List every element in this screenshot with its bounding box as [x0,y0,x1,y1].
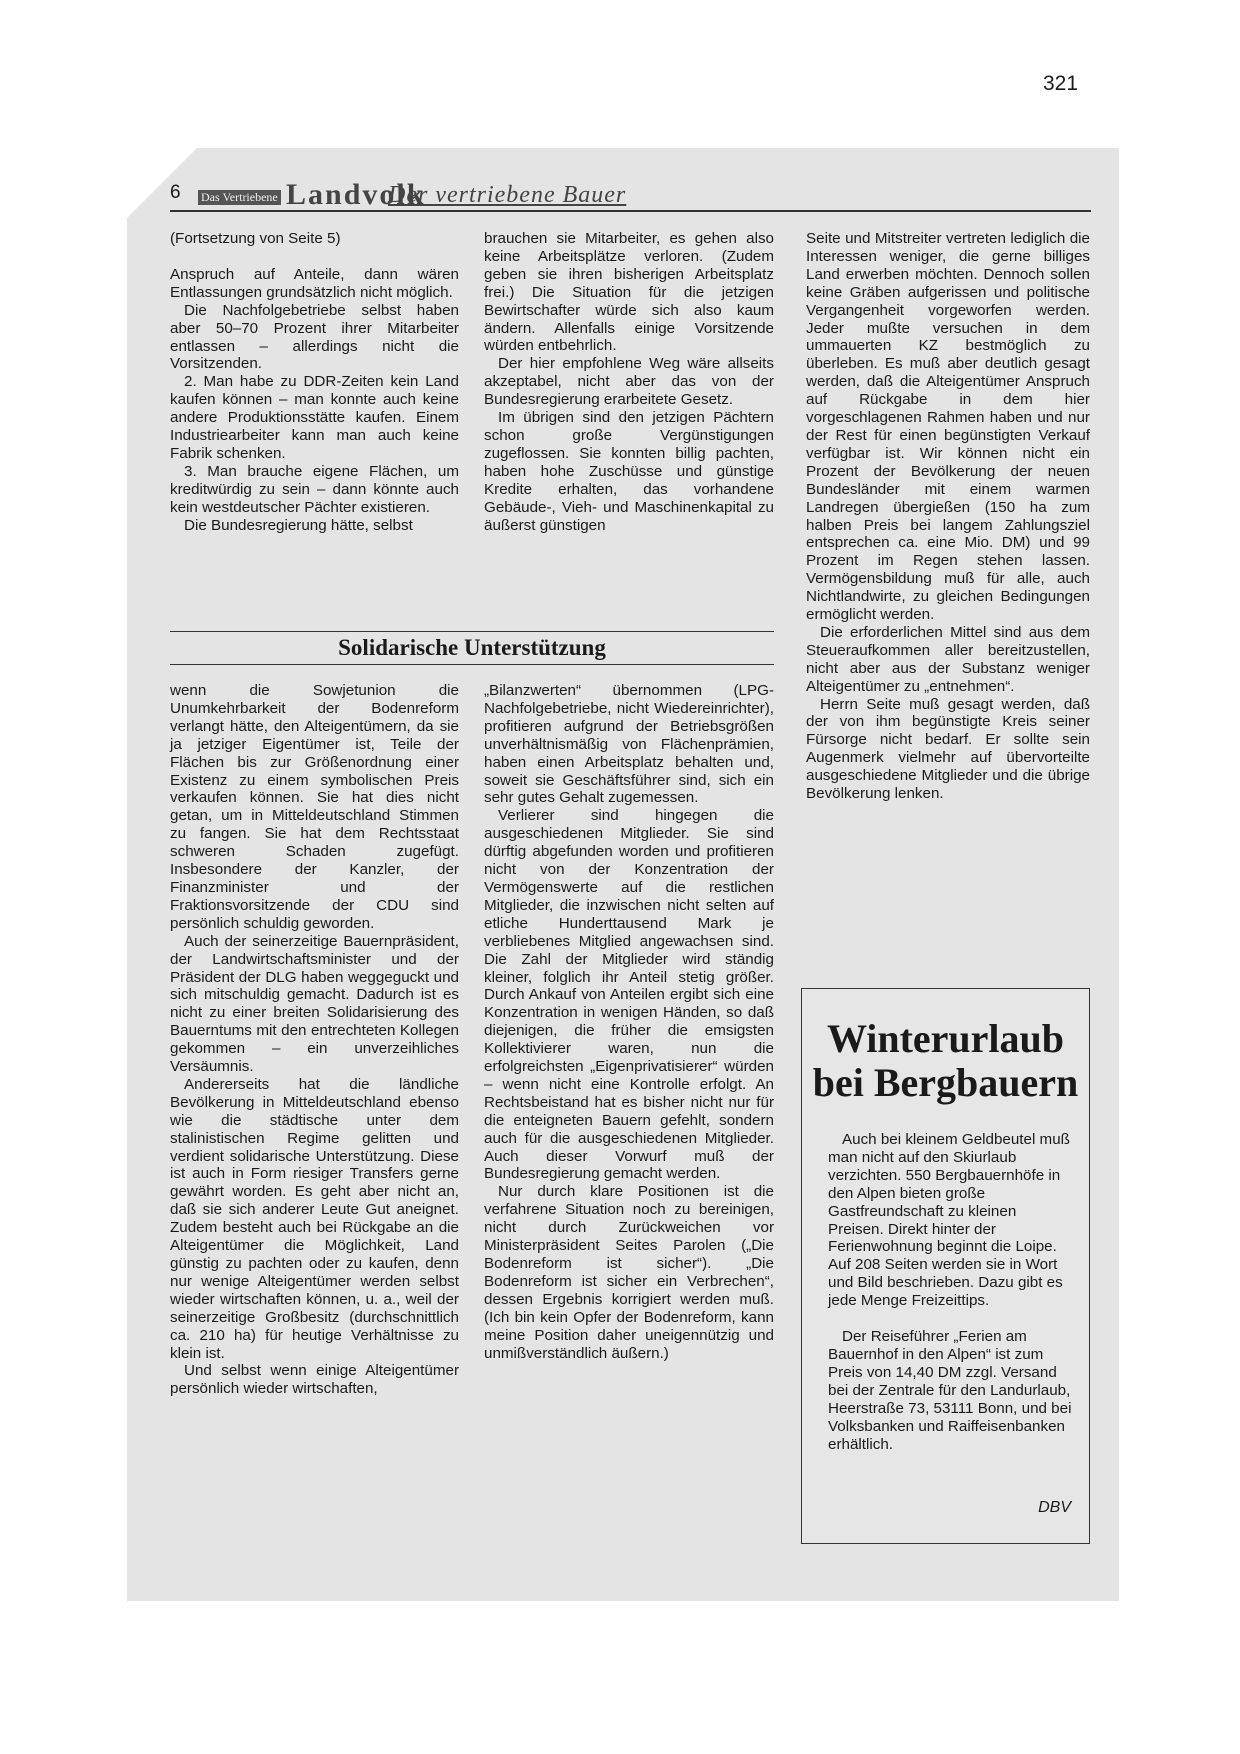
masthead-logo-title: Landvolk [286,178,426,211]
masthead-small-title: Das Vertriebene [198,190,281,205]
ad-paragraph: Der Reiseführer „Ferien am Bauernhof in den Alpen“ ist zum Preis von 14,40 DM zzgl. Versand bei der Zentrale für den Landurlaub, Heerstraße 73, 53111 Bonn, und bei Volksbanken und Raiffeisenbanken erhältlich. [828,1328,1072,1453]
newspaper-masthead [170,180,1091,212]
paragraph: 2. Man habe zu DDR-Zeiten kein Land kaufen können – man konnte auch keine andere Produktionsstätte kaufen. Einem Industriearbeiter kann man auch keine Fabrik schenken. [170,373,459,462]
ad-headline [802,1017,1089,1105]
paragraph: brauchen sie Mitarbeiter, es gehen also keine Arbeitsplätze verloren. (Zudem geben sie ihren bisherigen Arbeitsplatz frei.) Die Situation für die jetzigen Bewirtschafter würde sich also kaum ändern. Allenfalls einige Vorsitzende würden entbehrlich. [484,230,774,355]
ad-headline-line-1: Winterurlaub [826,1016,1065,1061]
paragraph: Die Nachfolgebetriebe selbst haben aber 50–70 Prozent ihrer Mitarbeiter entlassen – allerdings nicht die Vorsitzenden. [170,301,459,373]
paragraph: Andererseits hat die ländliche Bevölkerung in Mitteldeutschland ebenso wie die städtische unter dem stalinistischen Regime gelitten und verdient solidarische Unterstützung. Diese ist auch in Form riesiger Transfers gerne gewährt worden. Es geht aber nicht an, daß sie sich anderer Leute Gut aneignet. Zudem besteht auch bei Rückgabe an die Alteigentümer die Möglichkeit, Land günstig zu pachten oder zu kaufen, denn nur wenige Alteigentümer werden selbst wieder wirtschaften können, u. a., weil der seinerzeitige Großbesitz (durchschnittlich ca. 210 ha) für heutige Verhältnisse zu klein ist. [170,1075,459,1362]
top-column-2 [484,230,774,534]
paragraph: Nur durch klare Positionen ist die verfahrene Situation noch zu bereinigen, nicht durch Zurückweichen vor Ministerpräsident Seites Parolen („Die Bodenreform ist sicher“). „Die Bodenreform ist sicher ein Verbrechen“, dessen Ergebnis korrigiert werden muß. (Ich bin kein Opfer der Bodenreform, kann meine Position daher uneigennützig und unmißverständlich äußern.) [484,1183,774,1362]
top-column-1 [170,230,459,535]
paragraph: Der hier empfohlene Weg wäre allseits akzeptabel, nicht aber das von der Bundesregierung erarbeitete Gesetz. [484,355,774,409]
paragraph: Anspruch auf Anteile, dann wären Entlassungen grundsätzlich nicht möglich. [170,265,459,301]
masthead-page-number: 6 [170,182,181,203]
continuation-note: (Fortsetzung von Seite 5) [170,230,341,247]
paragraph: Und selbst wenn einige Alteigentümer persönlich wieder wirtschaften, [170,1362,459,1398]
paragraph: Auch der seinerzeitige Bauernpräsident, der Landwirtschaftsminister und der Präsident der DLG haben weggeguckt und sich mitschuldig gemacht. Dadurch ist es nicht zu einer breiten Solidarisierung des Bauerntums mit den entrechteten Kollegen gekommen – ein unverzeihliches Versäumnis. [170,932,459,1076]
ad-headline-line-2: bei Bergbauern [812,1060,1079,1105]
right-column [806,230,1090,803]
paragraph: 3. Man brauche eigene Flächen, um kreditwürdig zu sein – dann könnte auch kein westdeutscher Pächter existieren. [170,462,459,516]
paragraph: wenn die Sowjetunion die Unumkehrbarkeit der Bodenreform verlangt hätte, den Alteigentümern, da sie ja jetziger Eigentümer ist, Teile der Flächen bis zur Größenordnung einer Existenz zu einem symbolischen Preis verkaufen können. Sie hat dies nicht getan, um in Mitteldeutschland Stimmen zu fangen. Sie hat dem Rechtsstaat schweren Schaden zugefügt. Insbesondere der Kanzler, der Finanzminister und der Fraktionsvorsitzende der CDU sind persönlich schuldig geworden. [170,682,459,932]
page-number: 321 [1043,72,1079,95]
lower-column-2 [484,682,774,1362]
lower-column-1 [170,682,459,1398]
paragraph: „Bilanzwerten“ übernommen (LPG-Nachfolgebetriebe, nicht Wiedereinrichter), profitieren aufgrund der Betriebsgrößen unverhältnismäßig von Flächenprämien, haben einen Arbeitsplatz behalten und, soweit sie Geschäftsführer sind, sich ein sehr gutes Gehalt zugemessen. [484,682,774,807]
paragraph: Die erforderlichen Mittel sind aus dem Steueraufkommen aller bereitzustellen, nicht aber aus der Substanz weniger Alteigentümer zu „entnehmen“. [806,623,1090,695]
ad-signature: DBV [1038,1499,1071,1516]
paragraph: Die Bundesregierung hätte, selbst [184,516,413,534]
paragraph: Verlierer sind hingegen die ausgeschiedenen Mitglieder. Sie sind dürftig abgefunden worden und profitieren nicht von der Konzentration der Vermögenswerte auf die restlichen Mitglieder, die inzwischen nicht selten auf etliche Hunderttausend Mark je verbliebenes Mitglied angewachsen sind. Die Zahl der Mitglieder wird ständig kleiner, folglich ihr Anteil stetig größer. Durch Ankauf von Anteilen ergibt sich eine Konzentration in wenigen Händen, so daß diejenigen, die früher die emsigsten Kollektivierer waren, nun die erfolgreichsten „Eigenprivatisierer“ würden – wenn nicht eine Kontrolle erfolgt. An Rechtsbeistand hat es bisher nicht nur für die enteigneten Bauern gefehlt, sondern auch für die ausgeschiedenen Mitglieder. Auch dieser Vorwurf muß der Bundesregierung gemacht werden. [484,807,774,1183]
section-headline [170,631,774,665]
ad-paragraph: Auch bei kleinem Geldbeutel muß man nicht auf den Skiurlaub verzichten. 550 Bergbauernhöfe in den Alpen bieten große Gastfreundschaft zu kleinen Preisen. Direkt hinter der Ferienwohnung beginnt die Loipe. Auf 208 Seiten werden sie in Wort und Bild beschrieben. Dazu gibt es jede Menge Freizeittips. [828,1131,1070,1310]
masthead-italic-title: Der vertriebene Bauer [388,182,627,208]
paragraph: Seite und Mitstreiter vertreten lediglich die Interessen weniger, die gerne billiges Land erwerben möchten. Dennoch sollen keine Gräben aufgerissen und politische Vergangenheit vorgeworfen werden. Jeder mußte versuchen in dem ummauerten KZ bestmöglich zu überleben. Es muß aber deutlich gesagt werden, daß die Alteigentümer Anspruch auf Rückgabe in dem hier vorgeschlagenen Rahmen haben und nur der Rest für einen begünstigten Verkauf verfügbar ist. Wir können nicht ein Prozent der Bevölkerung der neuen Bundesländer mit einem warmen Landregen übergießen (150 ha zum halben Preis bei langem Zahlungsziel entsprechen ca. eine Mio. DM) und 99 Prozent im Regen stehen lassen. Vermögensbildung muß für alle, auch Nichtlandwirte, zu gleichen Bedingungen ermöglicht werden. [806,230,1090,624]
paragraph: Im übrigen sind den jetzigen Pächtern schon große Vergünstigungen zugeflossen. Sie konnten billig pachten, haben hohe Zuschüsse und günstige Kredite erhalten, das vorhandene Gebäude-, Vieh- und Maschinenkapital zu äußerst günstigen [484,409,774,534]
section-headline-text: Solidarische Unterstützung [338,635,606,660]
paragraph: Herrn Seite muß gesagt werden, daß der von ihm begünstigte Kreis seiner Fürsorge nicht bedarf. Er sollte sein Augenmerk vielmehr auf übervorteilte ausgeschiedene Mitglieder und die übrige Bevölkerung lenken. [806,695,1090,803]
advertisement-box [801,988,1090,1544]
ad-body [828,1131,1073,1453]
